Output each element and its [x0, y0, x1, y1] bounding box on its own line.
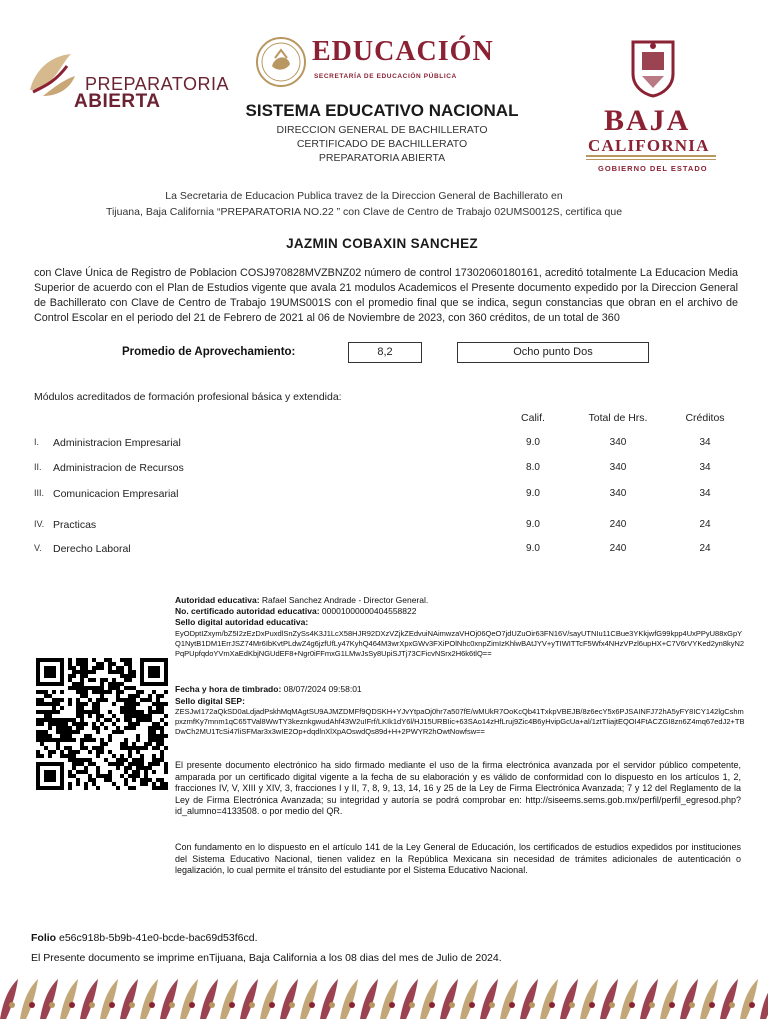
promedio-words: Ocho punto Dos — [457, 342, 649, 363]
folio-value: e56c918b-5b9b-41e0-bcde-bac69d53f6cd. — [59, 932, 258, 944]
header-hrs: Total de Hrs. — [588, 412, 648, 424]
intro-line2: Tijuana, Baja California “PREPARATORIA NO.22 ” con Clave de Centro de Trabajo 02UMS0012S, certifica que — [105, 206, 623, 218]
bc-baja-text: BAJA — [604, 104, 691, 137]
fecha-line — [175, 684, 362, 694]
header-calif: Calif. — [521, 412, 545, 424]
module-creditos: 24 — [699, 519, 711, 530]
certification-paragraph: con Clave Única de Registro de Poblacion COSJ970828MVZBNZ02 número de control 17302060180161, acreditó totalmente La Educacion Media Superior de acuerdo con el Plan de Estudios vigente que avala 21 modulos Academicos el Presente documento expedido por la Direccion General de Bachillerato con Clave de Centro de Trabajo 19UMS001S con el promedio final que se indica, segun constancias que obran en el archivo de Control Escolar en el periodo del 21 de Febrero de 2021 al 06 de Noviembre de 2023, con 360 créditos, de un total de 360 — [34, 267, 738, 324]
title-line3: PREPARATORIA ABIERTA — [318, 152, 446, 164]
legal-paragraph-1: El presente documento electrónico ha sido firmado mediante el uso de la firma electrónica avanzada por el servidor público competente, amparada por un certificado digital vigente a la fecha de su elaboración y es válido de conformidad con lo dispuesto en los artículos 1, 2, fracciones IV, V, XIII y XIV, 3, fracciones I y II, 7, 8, 9, 13, 14, 16 y 25 de la Ley de Firma Electrónica Avanzada; 7 y 12 del Reglamento de la Ley de Firma Electrónica Avanzada; su integridad y autoría se podrá comprobar en: http://siseems.sems.gob.mx/perfil/perfil_egresod.php?id_alumno=4133508. o por medio del QR. — [175, 760, 741, 816]
qr-code-icon[interactable] — [36, 658, 168, 790]
student-name: JAZMIN COBAXIN SANCHEZ — [286, 236, 478, 251]
autoridad-value: Rafael Sanchez Andrade - Director General. — [261, 595, 429, 605]
module-hrs: 340 — [609, 462, 627, 473]
sello-sep-value: ZESJwI172aQkSD0aLdjadPskhMqMAgtSU9AJMZDMFf9QDSKH+YJvYtpaOj0hr7a507fE/wMUkR7OoKcQb41TxkpVBEJB/8z6ecY5x6PJSAINFJ72hA5yFY8ICY142lgCshmpxzmfKy7mnm1qC65TVal8WwTY3keznkgwudAhf43W2uIFrf/LKIk1dY6l/HJ15URBIic+63SAo14zHfLruj9Zic4B6yHvipGcUa+al/1ztTIiajtEQOI4FtACZGI8zn6Z4mq67edJ2+TBDwCh2MU1TcSi47liSFMar3x3wIE2Op+dqdlnXlXpAOswdQs89d+H+2PWYR2hOwtNowfsw== — [175, 707, 745, 736]
folio-line — [31, 932, 258, 944]
sep-subtitle: SECRETARÍA DE EDUCACIÓN PÚBLICA — [314, 73, 457, 80]
bc-gobierno-text: GOBIERNO DEL ESTADO — [598, 164, 708, 173]
no-cert-value: 00001000000404558822 — [321, 606, 417, 616]
module-calif: 8.0 — [526, 462, 540, 473]
legal-paragraph-2: Con fundamento en lo dispuesto en el artículo 141 de la Ley General de Educación, los certificados de estudios expedidos por instituciones del Sistema Educativo Nacional, tienen validez en la República Mexicana sin necesidad de trámites adicionales de autenticación o legalización, lo cual permite el tránsito del estudiante por el Sistema Educativo Nacional. — [175, 842, 741, 875]
national-seal-icon — [255, 36, 307, 88]
module-calif: 9.0 — [526, 543, 540, 554]
promedio-label: Promedio de Aprovechamiento: — [122, 346, 296, 358]
sello-sep-label: Sello digital SEP: — [175, 696, 245, 706]
header-creditos: Créditos — [685, 412, 725, 424]
no-cert-label: No. certificado autoridad educativa: — [175, 606, 320, 616]
row-number: V. — [34, 543, 42, 553]
promedio-value: 8,2 — [348, 342, 422, 363]
sep-title: EDUCACIÓN — [312, 36, 494, 67]
sello-value: EyODptIZxym/bZ5I2zEzDxPuxdlSnZySs4K3J1LcX58HJR92DXzVZjkZEdvuiNAimwzaVHOj06QeO7jdUZuOir63FN16V/sayUTNIu11CBue3YKkjwfG99kpp4UxPPyU88xGpYQ1NytB1DM1ErrJSZ74Mr6IbKvtPLdwZ4g6jzfUfLy47KyhQ464M3wrXpxGWv3FXiPOlNhc0xnpZimIzKhlwBAtJYV+yTIWITTcF5Wfx4NHzVPzl6upHX+C7V6rVYKed2yn8kyN2PqPUpfqdoYVmXaEdKbjNGUdEF8+Ngr0iFFmxG1LMwJsSy8UpiSJTj73CFicvNSrx2H6k6tlQ== — [175, 629, 745, 658]
module-name: Derecho Laboral — [53, 543, 131, 555]
system-title: SISTEMA EDUCATIVO NACIONAL — [245, 101, 519, 120]
sello-label: Sello digital autoridad educativa: — [175, 617, 309, 627]
title-line2: CERTIFICADO DE BACHILLERATO — [296, 138, 468, 150]
module-creditos: 34 — [699, 488, 711, 499]
module-creditos: 34 — [699, 462, 711, 473]
module-hrs: 340 — [609, 488, 627, 499]
intro-line1: La Secretaria de Educacion Publica travez de la Direccion General de Bachillerato en — [165, 190, 563, 202]
module-creditos: 24 — [699, 543, 711, 554]
row-number: IV. — [34, 519, 45, 529]
print-statement: El Presente documento se imprime enTijuana, Baja California a los 08 dias del mes de Julio de 2024. — [31, 952, 502, 964]
module-name: Administracion de Recursos — [53, 462, 184, 474]
row-number: III. — [34, 488, 45, 498]
decorative-footer-band — [0, 975, 768, 1024]
module-hrs: 240 — [609, 543, 627, 554]
autoridad-line — [175, 595, 428, 605]
module-calif: 9.0 — [526, 437, 540, 448]
row-number: II. — [34, 462, 42, 472]
module-name: Comunicacion Empresarial — [53, 488, 179, 500]
bc-california-text: CALIFORNIA — [588, 136, 710, 155]
autoridad-label: Autoridad educativa: — [175, 595, 260, 605]
no-cert-line — [175, 606, 416, 616]
module-hrs: 340 — [609, 437, 627, 448]
fecha-label: Fecha y hora de timbrado: — [175, 684, 282, 694]
preparatoria-line2: ABIERTA — [74, 91, 161, 112]
preparatoria-line1: PREPARATORIA — [85, 74, 230, 94]
module-creditos: 34 — [699, 437, 711, 448]
title-line1: DIRECCION GENERAL DE BACHILLERATO — [276, 124, 488, 136]
module-hrs: 240 — [609, 519, 627, 530]
modules-title: Módulos acreditados de formación profesional básica y extendida: — [34, 391, 342, 403]
baja-california-crest-icon — [630, 36, 676, 98]
module-calif: 9.0 — [526, 519, 540, 530]
folio-label: Folio — [31, 932, 57, 944]
module-name: Practicas — [53, 519, 97, 531]
module-name: Administracion Empresarial — [53, 437, 181, 449]
module-calif: 9.0 — [526, 488, 540, 499]
fecha-value: 08/07/2024 09:58:01 — [283, 684, 362, 694]
row-number: I. — [34, 437, 40, 447]
